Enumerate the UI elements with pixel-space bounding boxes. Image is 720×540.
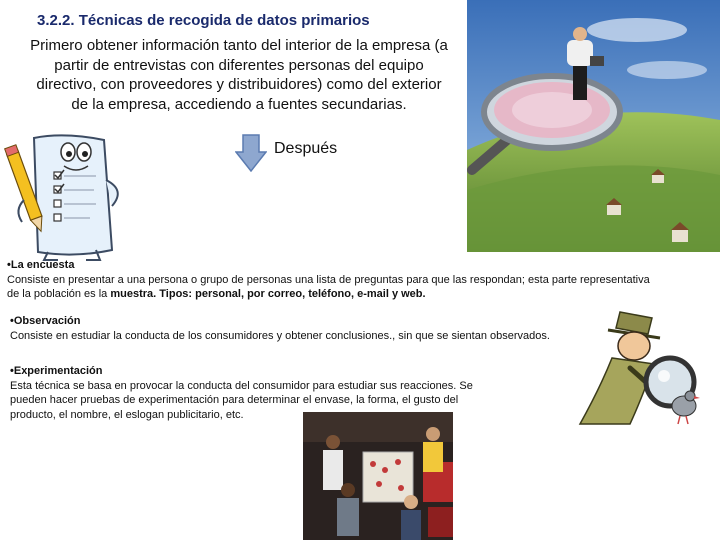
magnifier-landscape-image bbox=[467, 0, 720, 252]
section-heading: •La encuesta bbox=[7, 259, 75, 271]
market-tasting-image bbox=[303, 412, 453, 540]
intro-paragraph: Primero obtener información tanto del interior de la empresa (a partir de entrevistas con diferentes personas del equipo directivo, con proveedores y distribuidores) como del exterior de la empresa, accediendo a fuentes secundarias. bbox=[30, 37, 448, 113]
section-heading: •Experimentación bbox=[10, 365, 103, 377]
down-arrow-icon bbox=[235, 134, 267, 172]
section-body-bold: muestra. Tipos: personal, por correo, teléfono, e-mail y web. bbox=[110, 288, 426, 300]
next-label: Después bbox=[274, 140, 338, 157]
section-survey bbox=[7, 258, 715, 302]
section-body: Consiste en estudiar la conducta de los consumidores y obtener conclusiones., sin que se sientan observados. bbox=[10, 329, 550, 342]
section-body-line: Consiste en presentar a una persona o grupo de personas una lista de preguntas para que las respondan; esta parte representativa bbox=[7, 273, 650, 286]
section-observation bbox=[10, 314, 555, 343]
section-body-text: de la población es la bbox=[7, 288, 111, 300]
detective-magnifier-image bbox=[560, 308, 710, 430]
section-body-line bbox=[7, 287, 715, 302]
section-heading: •Observación bbox=[10, 315, 81, 327]
survey-document-icon bbox=[4, 130, 130, 262]
section-body: Esta técnica se basa en provocar la conducta del consumidor para estudiar sus reacciones. Se pueden hacer pruebas de experimentación para determinar el envase, la forma, el gusto del producto, el nombre, el eslogan publicitario, etc. bbox=[10, 379, 473, 421]
slide-title: 3.2.2. Técnicas de recogida de datos primarios bbox=[37, 12, 370, 29]
